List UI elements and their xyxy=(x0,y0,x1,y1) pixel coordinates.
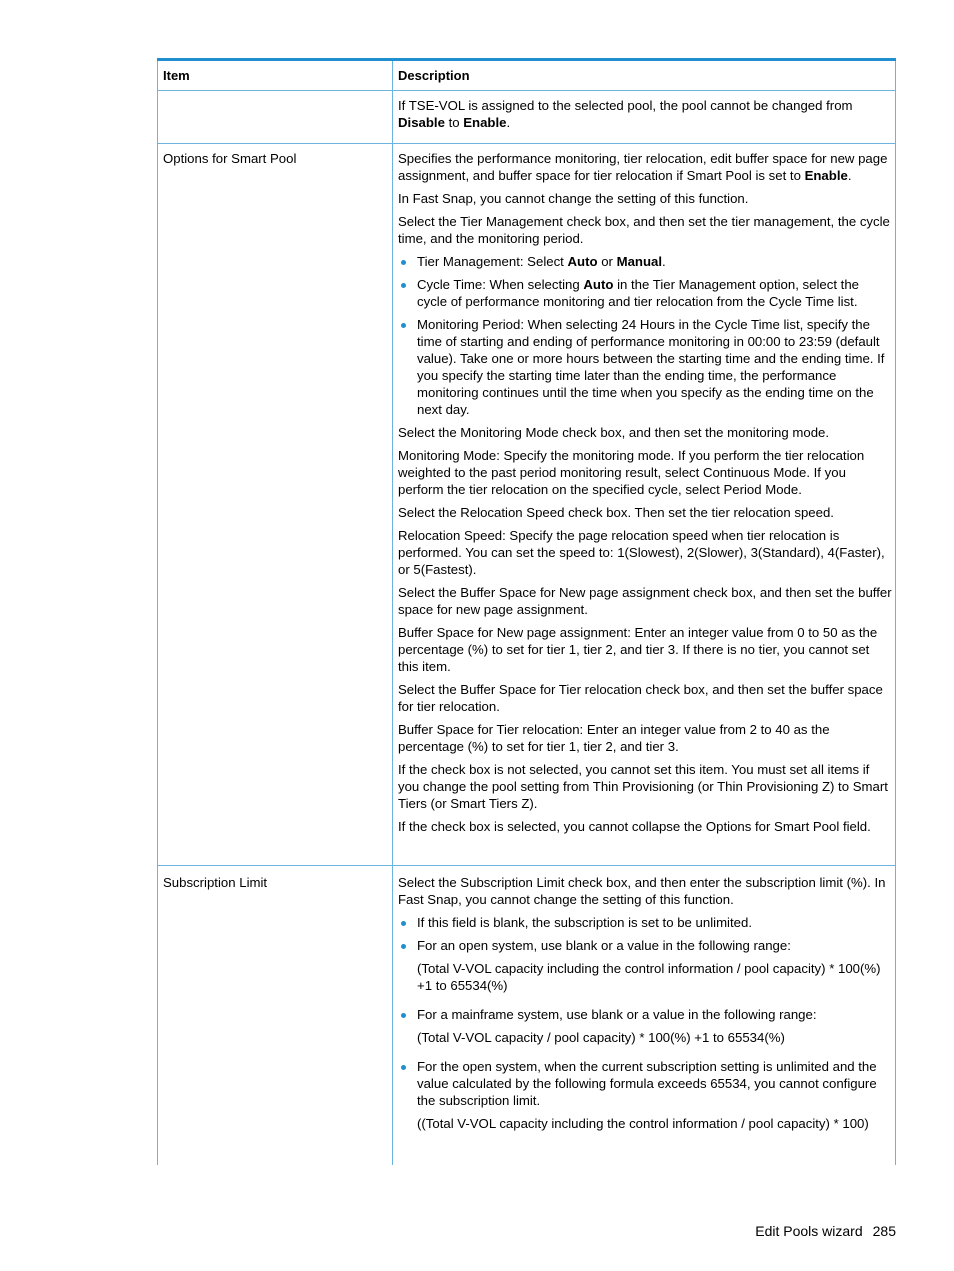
bullet-icon xyxy=(401,1065,406,1070)
row-description xyxy=(398,874,892,1138)
footer-section-title: Edit Pools wizard xyxy=(755,1223,863,1239)
description-paragraph: Select the Tier Management check box, and then set the tier management, the cycle time, and the monitoring period. xyxy=(398,214,890,246)
list-item: For the open system, when the current subscription setting is unlimited and the value calculated by the following formula exceeds 65534, you cannot configure the subscription limit. ((Total V-VOL capacity including the control information / pool capacity) * 100) xyxy=(398,1058,892,1132)
description-paragraph: Buffer Space for New page assignment: Enter an integer value from 0 to 50 as the percentage (%) to set for tier 1, tier 2, and tier 3. If there is no tier, you cannot set this item. xyxy=(398,625,878,674)
description-paragraph: Select the Monitoring Mode check box, and then set the monitoring mode. xyxy=(398,425,830,440)
description-paragraph: Specifies the performance monitoring, tier relocation, edit buffer space for new page assignment, and buffer space for tier relocation if Smart Pool is set to Enable. xyxy=(398,151,888,183)
bullet-icon xyxy=(401,323,406,328)
page-footer xyxy=(745,1223,896,1240)
header-description: Description xyxy=(398,68,470,83)
page-number: 285 xyxy=(872,1223,896,1239)
description-paragraph: If the check box is selected, you cannot collapse the Options for Smart Pool field. xyxy=(398,819,871,834)
description-paragraph: Select the Buffer Space for Tier relocation check box, and then set the buffer space for tier relocation. xyxy=(398,682,883,714)
formula-text: ((Total V-VOL capacity including the control information / pool capacity) * 100) xyxy=(417,1116,869,1131)
description-paragraph: Monitoring Mode: Specify the monitoring mode. If you perform the tier relocation weighted to the past period monitoring result, select Continuous Mode. If you perform the tier relocation on the specified cycle, select Period Mode. xyxy=(398,448,865,497)
description-paragraph: If TSE-VOL is assigned to the selected pool, the pool cannot be changed from Disable to Enable. xyxy=(398,98,853,130)
table-row xyxy=(157,144,896,866)
table-header-row xyxy=(157,61,896,91)
description-paragraph: In Fast Snap, you cannot change the setting of this function. xyxy=(398,191,749,206)
bullet-icon xyxy=(401,921,406,926)
header-item: Item xyxy=(163,68,190,83)
bullet-list xyxy=(398,253,892,418)
table-row xyxy=(157,866,896,1165)
list-item: Cycle Time: When selecting Auto in the Tier Management option, select the cycle of performance monitoring and tier relocation from the Cycle Time list. xyxy=(398,276,892,310)
list-item: For an open system, use blank or a value in the following range: (Total V-VOL capacity including the control information / pool capacity) * 100(%) +1 to 65534(%) xyxy=(398,937,892,994)
item-description-table xyxy=(157,58,896,1165)
description-paragraph: Relocation Speed: Specify the page relocation speed when tier relocation is performed. You can set the speed to: 1(Slowest), 2(Slower), 3(Standard), 4(Faster), or 5(Fastest). xyxy=(398,528,885,577)
list-item: If this field is blank, the subscription is set to be unlimited. xyxy=(398,914,892,931)
formula-text: (Total V-VOL capacity including the control information / pool capacity) * 100(%) +1 to 65534(%) xyxy=(417,961,881,993)
bullet-icon xyxy=(401,260,406,265)
list-item: For a mainframe system, use blank or a value in the following range: (Total V-VOL capacity / pool capacity) * 100(%) +1 to 65534(%) xyxy=(398,1006,892,1046)
description-paragraph: Select the Relocation Speed check box. Then set the tier relocation speed. xyxy=(398,505,834,520)
row-item-label: Options for Smart Pool xyxy=(163,151,297,166)
description-paragraph: Buffer Space for Tier relocation: Enter an integer value from 2 to 40 as the percentage (%) to set for tier 1, tier 2, and tier 3. xyxy=(398,722,830,754)
list-item: Monitoring Period: When selecting 24 Hours in the Cycle Time list, specify the time of starting and ending of performance monitoring in 00:00 to 23:59 (default value). Take one or more hours between the starting time and the ending time. If you specify the starting time later than the ending time, the performance monitoring continues until the time when you specify as the ending time on the next day. xyxy=(398,316,892,418)
row-item-label: Subscription Limit xyxy=(163,875,268,890)
row-description xyxy=(398,150,892,841)
description-paragraph: If the check box is not selected, you cannot set this item. You must set all items if you change the pool setting from Thin Provisioning (or Thin Provisioning Z) to Smart Tiers (or Smart Tiers Z). xyxy=(398,762,888,811)
table-row xyxy=(157,91,896,144)
list-item: Tier Management: Select Auto or Manual. xyxy=(398,253,892,270)
bullet-list xyxy=(398,914,892,1132)
formula-text: (Total V-VOL capacity / pool capacity) * 100(%) +1 to 65534(%) xyxy=(417,1030,785,1045)
bullet-icon xyxy=(401,283,406,288)
description-paragraph: Select the Buffer Space for New page assignment check box, and then set the buffer space for new page assignment. xyxy=(398,585,892,617)
bullet-icon xyxy=(401,944,406,949)
bullet-icon xyxy=(401,1013,406,1018)
row-description xyxy=(398,97,892,137)
description-paragraph: Select the Subscription Limit check box, and then enter the subscription limit (%). In Fast Snap, you cannot change the setting of this function. xyxy=(398,875,886,907)
